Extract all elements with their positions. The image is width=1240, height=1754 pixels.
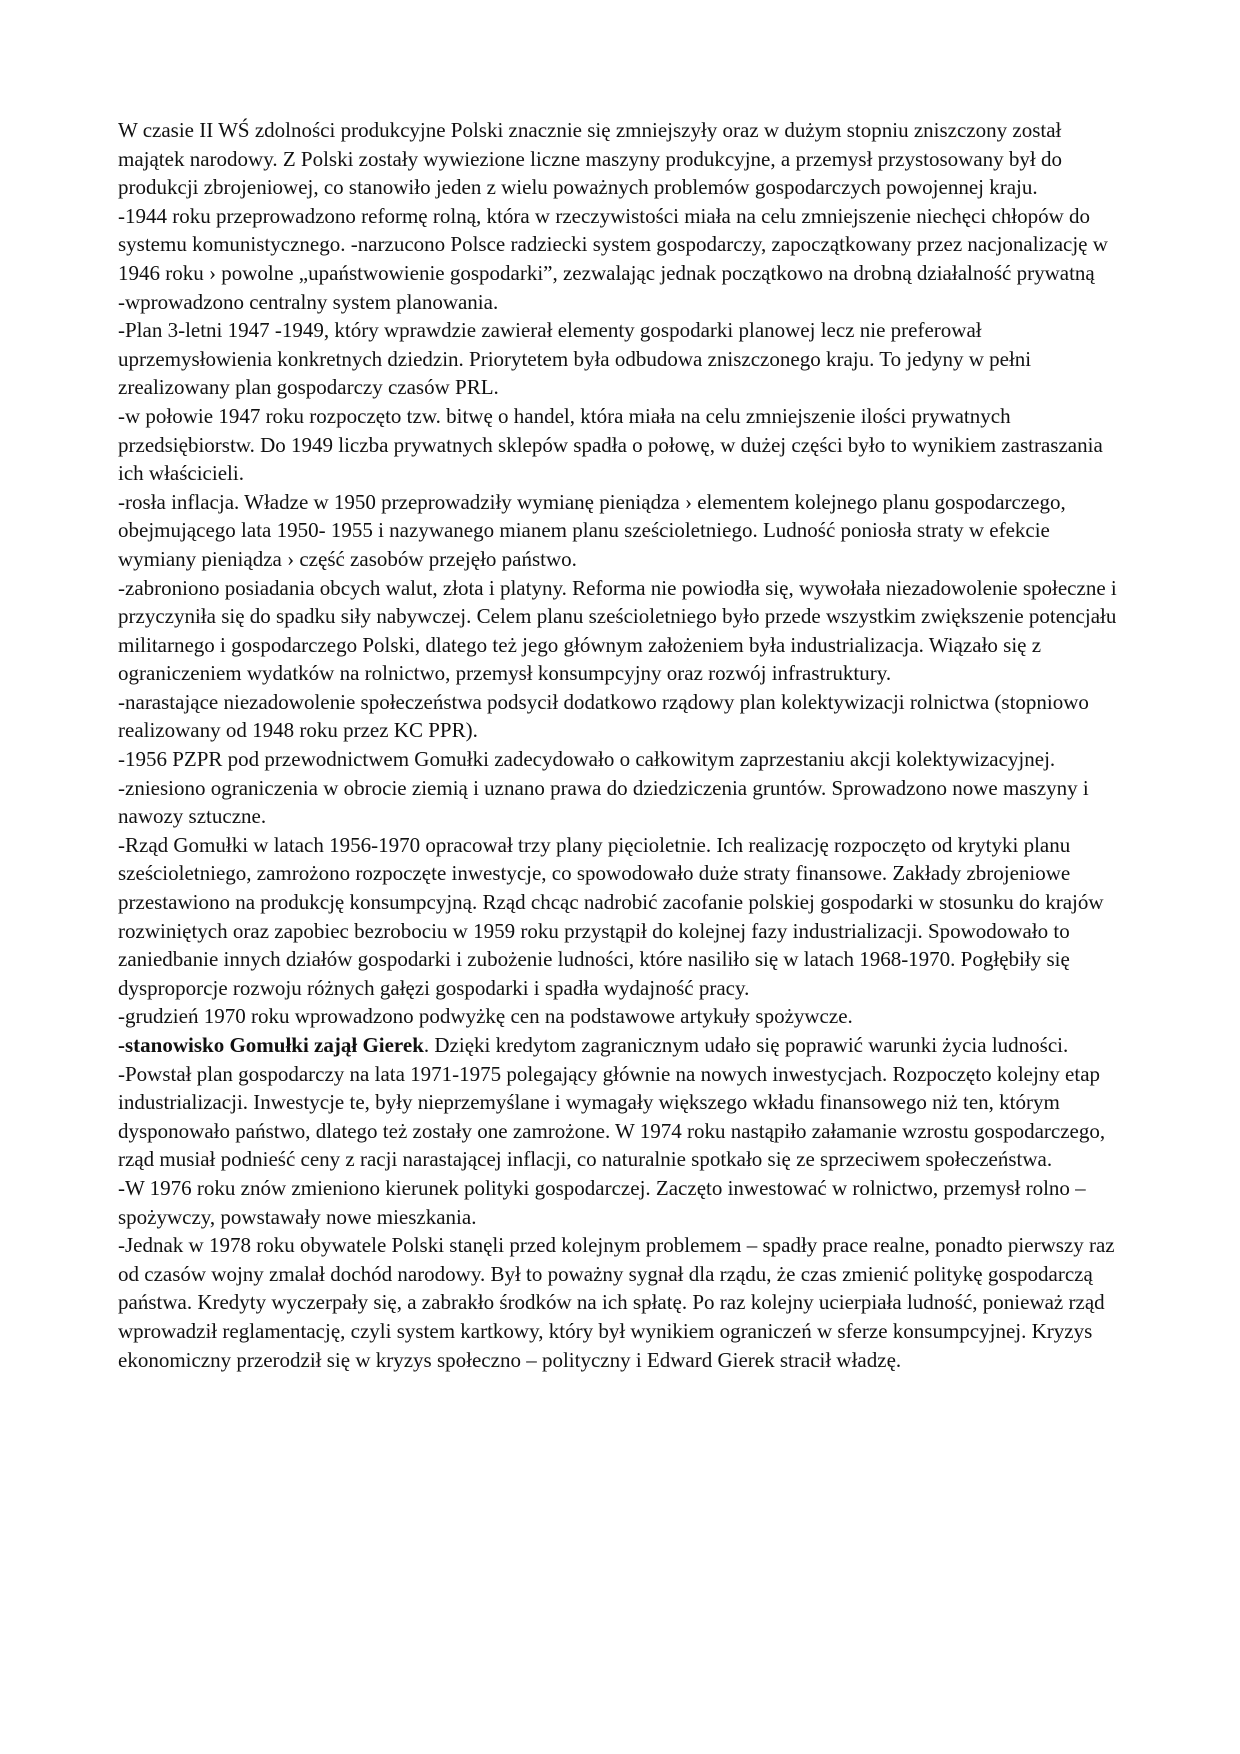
paragraph-crisis-1978: -Jednak w 1978 roku obywatele Polski stanęli przed kolejnym problemem – spadły prace realne, ponadto pierwszy raz od czasów wojny zmalał dochód narodowy. Był to poważny sygnał dla rządu, że czas zmienić politykę gospodarczą państwa. Kredyty wyczerpały się, a zabrakło środków na ich spłatę. Po raz kolejny ucierpiała ludność, ponieważ rząd wprowadził reglamentację, czyli system kartkowy, który był wynikiem ograniczeń w sferze konsumpcyjnej. Kryzys ekonomiczny przerodził się w kryzys społeczno – polityczny i Edward Gierek stracił władzę. <box>118 1233 1115 1372</box>
paragraph-battle-for-trade: -w połowie 1947 roku rozpoczęto tzw. bitwę o handel, która miała na celu zmniejszenie ilości prywatnych przedsiębiorstw. Do 1949 liczba prywatnych sklepów spadła o połowę, w dużej części było to wynikiem zastraszania ich właścicieli. <box>118 403 1103 486</box>
paragraph-six-year-plan: -zabroniono posiadania obcych walut, złota i platyny. Reforma nie powiodła się, wywołała niezadowolenie społeczne i przyczyniła się do spadku siły nabywczej. Celem planu sześcioletniego było przede wszystkim zwiększenie potencjału militarnego i gospodarczego Polski, dlatego też jego głównym założeniem była industrializacja. Wiązało się z ograniczeniem wydatków na rolnictwo, przemysł konsumpcyjny oraz rozwój infrastruktury. <box>118 575 1117 686</box>
paragraph-central-planning: -wprowadzono centralny system planowania. <box>118 289 499 314</box>
paragraph-inflation: -rosła inflacja. Władze w 1950 przeprowadziły wymianę pieniądza › elementem kolejnego planu gospodarczego, obejmującego lata 1950- 1955 i nazywanego mianem planu sześcioletniego. Ludność poniosła straty w efekcie wymiany pieniądza › część zasobów przejęło państwo. <box>118 489 1066 571</box>
bold-gierek-heading: -stanowisko Gomułki zajął Gierek <box>118 1033 424 1057</box>
paragraph-land-reform: -1944 roku przeprowadzono reformę rolną, która w rzeczywistości miała na celu zmniejszenie niechęci chłopów do systemu komunistycznego. -narzucono Polsce radziecki system gospodarczy, zapoczątkowany przez nacjonalizację w 1946 roku › powolne „upaństwowienie gospodarki”, zezwalając jednak początkowo na drobną działalność prywatną <box>118 203 1108 285</box>
gierek-paragraph-text: . Dzięki kredytom zagranicznym udało się poprawić warunki życia ludności. <box>423 1033 1069 1057</box>
paragraph-intro: W czasie II WŚ zdolności produkcyjne Polski znacznie się zmniejszyły oraz w dużym stopniu zniszczony został majątek narodowy. Z Polski zostały wywiezione liczne maszyny produkcyjne, a przemysł przystosowany był do produkcji zbrojeniowej, co stanowiło jeden z wielu poważnych problemów gospodarczych powojennej kraju. <box>118 118 1062 200</box>
paragraph-price-rise-1970: -grudzień 1970 roku wprowadzono podwyżkę cen na podstawowe artykuły spożywcze. <box>118 1004 853 1029</box>
paragraph-land-trade: -zniesiono ograniczenia w obrocie ziemią i uznano prawa do dziedziczenia gruntów. Sprowadzono nowe maszyny i nawozy sztuczne. <box>118 775 1089 829</box>
paragraph-five-year-plans: -Rząd Gomułki w latach 1956-1970 opracował trzy plany pięcioletnie. Ich realizację rozpoczęto od krytyki planu sześcioletniego, zamrożono rozpoczęte inwestycje, co spowodowało duże straty finansowe. Zakłady zbrojeniowe przestawiono na produkcję konsumpcyjną. Rząd chcąc nadrobić zacofanie polskiej gospodarki w stosunku do krajów rozwiniętych oraz zapobiec bezrobociu w 1959 roku przystąpił do kolejnej fazy industrializacji. Spowodowało to zaniedbanie innych działów gospodarki i zubożenie ludności, które nasiliło się w latach 1968-1970. Pogłębiły się dysproporcje rozwoju różnych gałęzi gospodarki i spadła wydajność pracy. <box>118 832 1104 1000</box>
paragraph-plan-1971-1975: -Powstał plan gospodarczy na lata 1971-1975 polegający głównie na nowych inwestycjach. Rozpoczęto kolejny etap industrializacji. Inwestycje te, były nieprzemyślane i wymagały większego wkładu finansowego niż ten, którym dysponowało państwo, dlatego też zostały one zamrożone. W 1974 roku nastąpiło załamanie wzrostu gospodarczego, rząd musiał podnieść ceny z racji narastającej inflacji, co naturalnie spotkało się ze sprzeciwem społeczeństwa. <box>118 1061 1106 1172</box>
paragraph-policy-1976: -W 1976 roku znów zmieniono kierunek polityki gospodarczej. Zaczęto inwestować w rolnictwo, przemysł rolno – spożywczy, powstawały nowe mieszkania. <box>118 1175 1086 1229</box>
paragraph-three-year-plan: -Plan 3-letni 1947 -1949, który wprawdzie zawierał elementy gospodarki planowej lecz nie preferował uprzemysłowienia konkretnych dziedzin. Priorytetem była odbudowa zniszczonego kraju. To jedyny w pełni zrealizowany plan gospodarczy czasów PRL. <box>118 318 1032 400</box>
document-page <box>118 116 1128 1374</box>
paragraph-gomulka-1956: -1956 PZPR pod przewodnictwem Gomułki zadecydowało o całkowitym zaprzestaniu akcji kolektywizacyjnej. <box>118 747 1056 772</box>
paragraph-collectivization: -narastające niezadowolenie społeczeństwa podsycił dodatkowo rządowy plan kolektywizacji rolnictwa (stopniowo realizowany od 1948 roku przez KC PPR). <box>118 689 1089 743</box>
paragraph-gierek <box>118 1031 1128 1060</box>
